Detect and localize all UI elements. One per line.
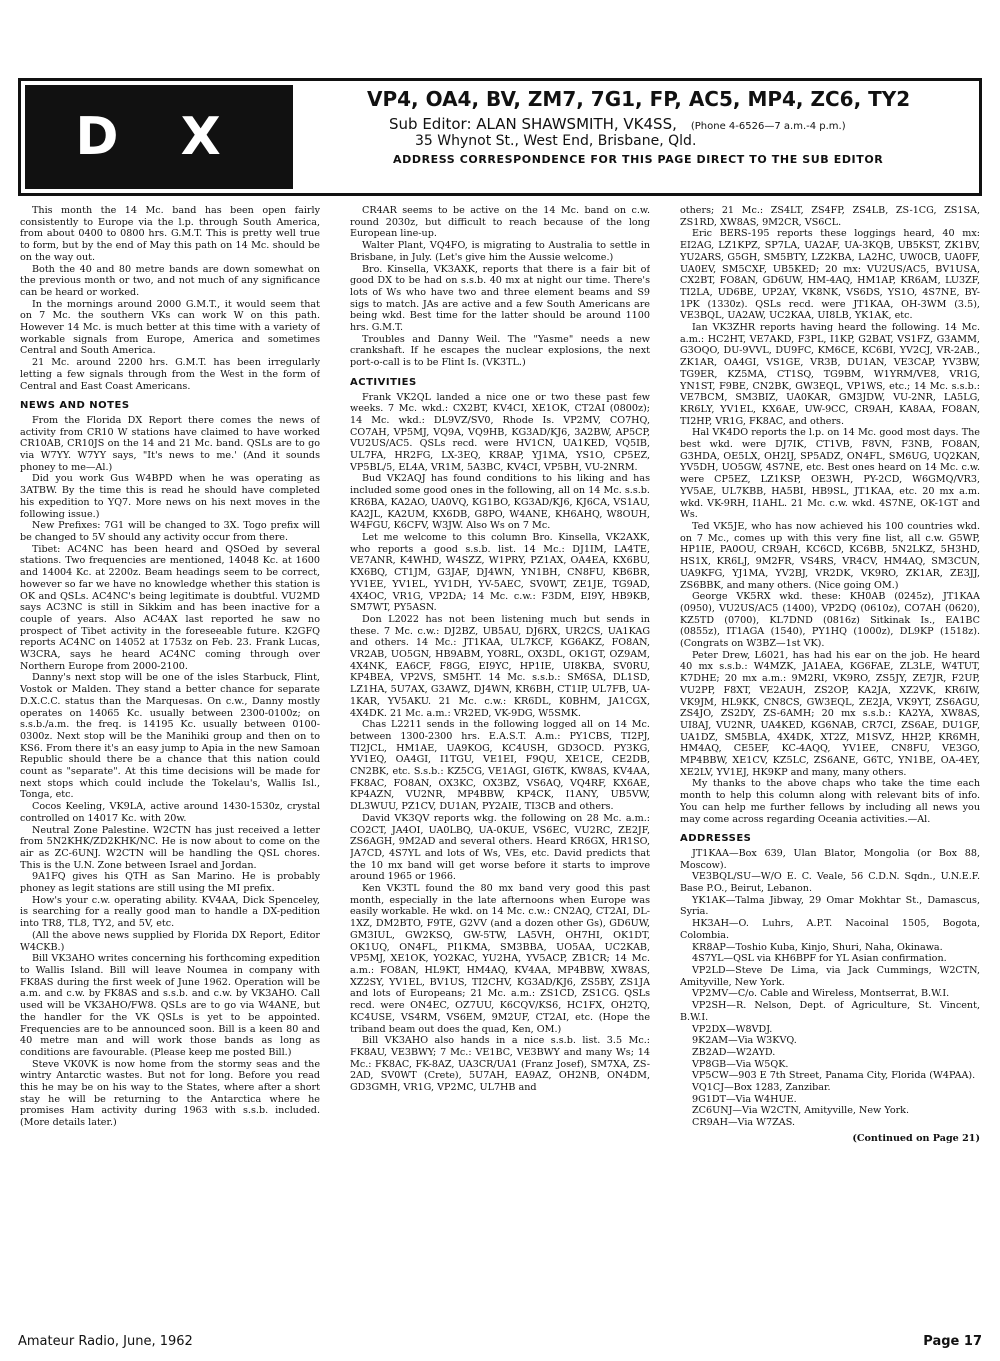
paragraph: Chas L2211 sends in the following logged all on 14 Mc. between 1300-2300 hrs. E.A.S.T. A.m.: PY1CBS, TI2PJ, TI2JCL, HM1AE, UA9KOG, KC4USH, GD3OCD. PY3KG, YV1EQ, OA4GI, I1TGU, VE1EI, F9QU, XE1CE, CE2DB, CN2BK, etc. S.s.b.: KZ5CG, VE1AGI, GI6TK, KW8AS, KV4AA, FK8AC, FO8AN, OX3KC, OX3BZ, VS6AQ, VQ4RF, KX6AE, KP4AZN, VU2NR, MP4BBW, KP4CK, I1ANY, UB5VW, DL3WUU, PZ1CV, DU1AN, PY2AIE, TI3CB and others.: [350, 719, 650, 813]
paragraph: others; 21 Mc.: ZS4LT, ZS4FP, ZS4LB, ZS-1CG, ZS1SA, ZS1RD, XW8AS, 9M2CR, VS6CL.: [680, 205, 980, 228]
dx-title: D X: [25, 85, 293, 189]
column-3: [680, 205, 980, 1313]
address-entry: 9K2AM—Via W3KVQ.: [692, 1035, 797, 1047]
column-header: [18, 78, 982, 196]
paragraph: Cocos Keeling, VK9LA, active around 1430-1530z, crystal controlled on 14017 Kc. with 20w.: [20, 801, 320, 824]
address-entry: ZC6UNJ—Via W2CTN, Amityville, New York.: [692, 1105, 910, 1117]
paragraph: Bill VK3AHO also hands in a nice s.s.b. list. 3.5 Mc.: FK8AU, VE3BWY; 7 Mc.: VE1BC, VE3BWY and many Ws; 14 Mc.: FK8AC, FK-8AZ, UA3CR/UA1 (Franz Josef), SM7XA, ZS-2AD, SV0WT (Crete), 5U7AH, EA9AZ, OH2NB, ON4DM, GD3GMH, VR1G, VP2MC, UL7HB and: [350, 1035, 650, 1094]
paragraph: Neutral Zone Palestine. W2CTN has just received a letter from 5N2KHK/ZD2KHK/NC. He is now about to come on the air as ZC-6UNJ. W2CTN will be handling the QSL chores. This is the U.N. Zone between Israel and Jordan.: [20, 824, 320, 871]
page-number: Page 17: [923, 1334, 982, 1349]
paragraph: My thanks to the above chaps who take the time each month to help this column along with relevant bits of info. You can help me further fellows by including all news you may come across regarding Oceania activities.—Al.: [680, 778, 980, 825]
paragraph: Eric BERS-195 reports these loggings heard, 40 mx: EI2AG, LZ1KPZ, SP7LA, UA2AF, UA-3KQB, UB5KST, ZK1BV, YU2ARS, G5GH, SM5BTY, LZ2KBA, LA2HC, UW0CB, UA0FF, UA0EV, SM5CXF, UB5KED; 20 mx: VU2US/AC5, BV1USA, CX2BT, FO8AN, GD6UW, HM-4AQ, HM1AP, KR6AM, LU3ZF, TI2LA, UD6BE, UP2AY, VK8NK, VS6DS, YS1O, 4S7NE, BY-1PK (1330z). QSLs recd. were JT1KAA, OH-3WM (3.5), VE3BQL, UA2AW, UC2KAA, UI8LB, YK1AK, etc.: [680, 228, 980, 322]
paragraph: Steve VK0VK is now home from the stormy seas and the wintry Antarctic wastes. But not for long. Before you read this he may be on his way to the States, where after a short stay he will be returning to the Antarctica where he promises Ham activity during 1963 with s.s.b. included. (More details later.): [20, 1058, 320, 1129]
paragraph: Did you work Gus W4BPD when he was operating as 3ATBW. By the time this is read he should have completed his expedition to YQ7. More news on his next moves in the following issue.): [20, 473, 320, 520]
address-entry: 4S7YL—QSL via KH6BPF for YL Asian confirmation.: [692, 953, 947, 965]
address-entry: VP2DX—W8VDJ.: [692, 1023, 773, 1035]
paragraph: Ian VK3ZHR reports having heard the following. 14 Mc. a.m.: HC2HT, VE7AKD, F3PL, I1KP, G2BAT, VS1FZ, G3AMM, G3OQO, DU-9VVL, DU9FC, KM6CE, KC6BI, YV2CJ, VR-2AB., ZK1AR, OA4GI, VS1GE, VR3B, DU1AN, VE3CAP, YV3BW, TG9ER, KZ5MA, CT1SQ, TG9BM, W1YRM/VE8, VR1G, YN1ST, F9BE, CN2BK, GW3EQL, VP1WS, etc.; 14 Mc. s.s.b.: VE7BCM, SM3BIZ, UA0KAR, GM3JDW, VU-2NR, LA5LG, KR6LY, YV1EL, KX6AE, UW-9CC, CR9AH, KA8AA, FO8AN, TI2HP, VR1G, FK8AC, and others.: [680, 322, 980, 427]
paragraph: This month the 14 Mc. band has been open fairly consistently to Europe via the l.p. through South America, from about 0400 to 0800 hrs. G.M.T. This is pretty well true to form, but by the end of May this path on 14 Mc. should be on the way out.: [20, 205, 320, 263]
section-heading-activities: ACTIVITIES: [350, 376, 417, 388]
paragraph: Troubles and Danny Weil. The "Yasme" needs a new crankshaft. If he escapes the nuclear explosions, the next port-o-call is to be Flint Is. (VK3TL.): [350, 333, 650, 369]
paragraph: Peter Drew, L6021, has had his ear on the job. He heard 40 mx s.s.b.: W4MZK, JA1AEA, KG6FAE, ZL3LE, W4TUT, K7DHE; 20 mx a.m.: 9M2RI, VK9RO, ZS5JY, ZE7JR, F2UP, VU2PP, F8XT, VE2AUH, ZS2OP, KA2JA, XZ2VK, KR6IW, VK9JM, HL9KK, CN8CS, GW3EQL, ZE2JA, VK9YT, ZS6AGU, ZS4JO, ZS2DY, ZS-6AMH; 20 mx s.s.b.: KA2YA, XW8AS, UI8AJ, VU2NR, UA4KED, KG6NAB, CR7CI, ZS6AE, DU1GF, UA1DZ, SM5BLA, 4X4DK, XT2Z, M1SVZ, HH2P, KR6MH, HM4AQ, CE5EF, KC-4AQQ, YV1EE, CN8FU, VE3GO, MP4BBW, XE1CV, KZ5LC, ZS6ANE, G6TC, YN1BE, OA-4EY, XE2LV, YV1EJ, HK9KP and many, many others.: [680, 649, 980, 778]
section-heading-addresses: ADDRESSES: [680, 833, 752, 845]
paragraph: Danny's next stop will be one of the isles Starbuck, Flint, Vostok or Malden. They stand a better chance for separate D.X.C.C. status than the Marquesas. On c.w., Danny mostly operates on 14065 Kc. usually between 2300-0100z; on s.s.b./a.m. the freq. is 14195 Kc. usually between 0100-0300z. Next stop will be the Manihiki group and then on to KS6. From there it's an easy jump to Apia in the new Samoan Republic should there be a chance that this nation could count as "separate". At this time decisions will be made for next stops which could include the Tokelau's, Wallis Isl., Tonga, etc.: [20, 672, 320, 801]
paragraph: Bro. Kinsella, VK3AXK, reports that there is a fair bit of good DX to be had on s.s.b. 40 mx at night our time. There's lots of Ws who have two and three element beams and S9 sigs to match. JAs are active and a few South Americans are being wkd. Best time for the latter should be around 1100 hrs. G.M.T.: [350, 263, 650, 334]
correspondence-note: ADDRESS CORRESPONDENCE FOR THIS PAGE DIRECT TO THE SUB EDITOR: [393, 153, 884, 166]
address-entry: VP5CW—903 E 7th Street, Panama City, Florida (W4PAA).: [692, 1070, 976, 1082]
paragraph: Ted VK5JE, who has now achieved his 100 countries wkd. on 7 Mc., comes up with this very fine list, all c.w. G5WP, HP1IE, PA0OU, CR9AH, KC6CD, KC6BB, 5N2LKZ, 5H3HD, HS1X, KR6LJ, 9M2FR, VS4RS, VR4CV, HM4AQ, SM3CUN, UA9KFG, YJ1MA, YV2BJ, VR2DK, VK9RO, ZK1AR, ZE3JJ, ZS6BBK, and many others. (Nice going OM.): [680, 520, 980, 591]
paragraph: Frank VK2QL landed a nice one or two these past few weeks. 7 Mc. wkd.: CX2BT, KV4CI, XE1OK, CT2AI (0800z); 14 Mc. wkd.: DL9VZ/SV0, Rhode Is. VP2MV, CO7HQ, CO7AH, VP5MJ, VQ9A, VQ9HB, KG3AD/KJ6, 3A2BW, AP5CP, VU2US/AC5. QSLs recd. were HV1CN, UA1KED, VQ5IB, UL7FA, HR2FG, LX-3EQ, KR8AP, YJ1MA, YS1O, CP5EZ, VP5BL/5, EL4A, VR1M, 5A3BC, KV4CI, VP5BH, VU-2NRM.: [350, 391, 650, 473]
address-entry: VP2SH—R. Nelson, Dept. of Agriculture, St. Vincent, B.W.I.: [680, 1000, 980, 1023]
paragraph: Ken VK3TL found the 80 mx band very good this past month, especially in the late afternoons when Europe was easily workable. He wkd. on 14 Mc. c.w.: CN2AQ, CT2AI, DL-1XZ, DM2BTO, F9TE, G2VV (and a dozen other Gs), GD6UW, GM3IUL, GW2KSQ, GW-5TW, LA5VH, OH7HI, OK1DT, OK1UQ, ON4FL, PI1KMA, SM3BBA, UO5AA, UC2KAB, VP5MJ, XE1OK, YO2KAC, YU2HA, YV5ACP, ZB1CR; 14 Mc. a.m.: FO8AN, HL9KT, HM4AQ, KV4AA, MP4BBW, XW8AS, XZ2SY, YV1EL, BV1US, TI2CHV, KG3AD/KJ6, ZS5BY, ZS1JA and lots of Europeans; 21 Mc. a.m.: ZS1CD, ZS1CG. QSLs recd. were ON4EC, OZ7UU, K6CQV/KS6, HC1FX, OH2TQ, KC4USE, VS4RM, VS6EM, 9M2UF, CT2AI, etc. (Hope the triband beam out does the quad, Ken, OM.): [350, 883, 650, 1035]
paragraph: Bud VK2AQJ has found conditions to his liking and has included some good ones in the following, all on 14 Mc. s.s.b. KR6BA, KA2AO, UA0VQ, KG1BO, KG3AD/KJ6, KJ6CA, VS1AU, KA2JL, KA2UM, KX6DB, G8PO, W4ANE, KH6AHQ, W8OUH, W4FGU, K6CFV, W3JW. Also Ws on 7 Mc.: [350, 473, 650, 532]
address-entry: VQ1CJ—Box 1283, Zanzibar.: [692, 1082, 831, 1094]
paragraph: David VK3QV reports wkg. the following on 28 Mc. a.m.: CO2CT, JA4OI, UA0LBQ, UA-0KUE, VS6EC, VU2RC, ZE2JF, ZS6AGH, 9M2AD and several others. Heard KR6GX, HR1SO, JA7CD, 4S7YL and lots of Ws, VEs, etc. David predicts that the 10 mx band will get worse before it starts to improve around 1965 or 1966.: [350, 812, 650, 883]
address-entry: HK3AH—O. Luhrs, A.P.T. Nacoinal 1505, Bogota, Colombia.: [680, 918, 980, 941]
address-entry: KR8AP—Toshio Kuba, Kinjo, Shuri, Naha, Okinawa.: [692, 941, 943, 953]
column-2: [350, 205, 650, 1313]
column-1: [20, 205, 320, 1313]
paragraph: Both the 40 and 80 metre bands are down somewhat on the previous month or two, and not much of any significance can be heard or worked.: [20, 263, 320, 298]
header-info: [309, 87, 971, 166]
paragraph: Let me welcome to this column Bro. Kinsella, VK2AXK, who reports a good s.s.b. list. 14 Mc.: DJ1IM, LA4TE, VE7ANR, K4WHD, W4SZZ, W1PRY, PZ1AX, OA4EA, KX6BU, KX6BQ, CT1JM, G3JAF, DJ4WN, YN1BH, CN8FU, KB6BR, YV1EE, YV1EL, YV1DH, YV-5AEC, SV0WT, ZE1JE, TG9AD, 4X4OC, VR1G, VP2DA; 14 Mc. c.w.: F3DM, EI9Y, HB9KB, SM7WT, PY5ASN.: [350, 531, 650, 614]
editor-address: 35 Whynot St., West End, Brisbane, Qld.: [415, 133, 697, 149]
address-entry: CR9AH—Via W7ZAS.: [692, 1117, 795, 1129]
paragraph: CR4AR seems to be active on the 14 Mc. band on c.w. round 2030z, but difficult to reach because of the long European line-up.: [350, 205, 650, 240]
paragraph: From the Florida DX Report there comes the news of activity from CR10 W stations have claimed to have worked CR10AB, CR10JS on the 14 and 21 Mc. band. QSLs are to go via W7YY. W7YY says, "It's news to me.' (And it sounds phoney to me—Al.): [20, 414, 320, 473]
address-entry: VP2LD—Steve De Lima, via Jack Cummings, W2CTN, Amityville, New York.: [680, 965, 980, 988]
section-heading-news: NEWS AND NOTES: [20, 400, 130, 412]
address-entry: YK1AK—Talma Jibway, 29 Omar Mokhtar St., Damascus, Syria.: [680, 894, 980, 918]
address-entry: ZB2AD—W2AYD.: [692, 1046, 776, 1058]
paragraph: Tibet: AC4NC has been heard and QSOed by several stations. Two frequencies are mentioned, 14048 Kc. at 1600 and 14004 Kc. at 2200z. Beam headings seem to be correct, however so far we have no knowledge whether this station is OK and QSLs. AC4NC's being legitimate is doubtful. VU2MD says AC3NC is still in Sikkim and has been inactive for a couple of years. Also AC4AX last reported he saw no prospect of Tibet activity in the foreseeable future. K2GFQ reports AC4NC on 14052 at 1753z on Feb. 23. Frank Lucas, W3CRA, says he heard AC4NC coming through over Northern Europe from 2000-2100.: [20, 543, 320, 672]
paragraph: George VK5RX wkd. these: KH0AB (0245z), JT1KAA (0950), VU2US/AC5 (1400), VP2DQ (0610z), CO7AH (0620), KZ5TD (0700), KL7DND (0816z) Sitkinak Is., EA1BC (0855z), IT1AGA (1540), PY1HQ (1000z), DL9KP (1518z). (Congrats on W3BZ—1st VK).: [680, 591, 980, 650]
paragraph: 21 Mc. around 2200 hrs. G.M.T. has been irregularly letting a few signals through from the West in the form of Central and East Coast Americans.: [20, 357, 320, 392]
address-entry: 9G1DT—Via W4HUE.: [692, 1093, 797, 1105]
address-entry: JT1KAA—Box 639, Ulan Blator, Mongolia (or Box 88, Moscow).: [680, 847, 980, 871]
paragraph: How's your c.w. operating ability. KV4AA, Dick Spenceley, is searching for a really good man to handle a DX-pedition into TR8, TL8, TY2, and 5V, etc.: [20, 894, 320, 930]
paragraph: Hal VK4DO reports the l.p. on 14 Mc. good most days. The best wkd. were DJ7IK, CT1VB, F8VN, F3NB, FO8AN, G3HDA, OE5LX, OH2IJ, SP5ADZ, ON4FL, SM6UG, UQ2KAN, YV5DH, UO5GW, 4S7NE, etc. Best ones heard on 14 Mc. c.w. were CP5EZ, LZ1KSP, OE3WH, PY-2CD, W6GMQ/VR3, YV5AE, UL7KBB, HA5BI, HB9SL, JT1KAA, etc. 20 mx a.m. wkd. VK-9RH, I1AHL. 21 Mc. c.w. wkd. 4S7NE, OK-1GT and Ws.: [680, 427, 980, 521]
prefix-list: VP4, OA4, BV, ZM7, 7G1, FP, AC5, MP4, ZC6, TY2: [367, 87, 911, 111]
page-footer: [18, 1334, 982, 1349]
paragraph: New Prefixes: 7G1 will be changed to 3X. Togo prefix will be changed to 5V should any activity occur from there.: [20, 520, 320, 543]
paragraph: (All the above news supplied by Florida DX Report, Editor W4CKB.): [20, 929, 320, 953]
paragraph: 9A1FQ gives his QTH as San Marino. He is probably phoney as legit stations are still using the MI prefix.: [20, 871, 320, 895]
phone: (Phone 4-6526—7 a.m.-4 p.m.): [690, 121, 846, 132]
address-entry: VE3BQL/SU—W/O E. C. Veale, 56 C.D.N. Sqdn., U.N.E.F. Base P.O., Beirut, Lebanon.: [680, 871, 980, 895]
continued-note: (Continued on Page 21): [852, 1132, 980, 1144]
address-entry: VP8GB—Via W5QK.: [692, 1058, 789, 1070]
paragraph: Don L2022 has not been listening much but sends in these. 7 Mc. c.w.: DJ2BZ, UB5AU, DJ6RX, UR2CS, UA1KAG and others. 14 Mc.: JT1KAA, UL7KCF, KG6AKZ, FO8AN, VR2AB, UO5GN, HB9ABM, YO8RL, OX3DL, OK1GT, OZ9AM, 4X4NK, EA6CF, F8GG, EI9YC, HP1IE, UI8KBA, SV0RU, KP4BEA, VP2VS, SM5HT. 14 Mc. s.s.b.: SM6SA, DL1SD, LZ1HA, 5U7AX, G3AWZ, DJ4WN, KR6BH, CT1IP, UL7FB, UA-1KAR, YV5AKU. 21 Mc. c.w.: KR6DL, K0BHM, JA1CGX, 4X4DK. 21 Mc. a.m.: VR2ED, VK-9DG, W5SMK.: [350, 613, 650, 719]
paragraph: Walter Plant, VQ4FO, is migrating to Australia to settle in Brisbane, in July. (Let's give him the Aussie welcome.): [350, 240, 650, 263]
publication-line: Amateur Radio, June, 1962: [18, 1334, 193, 1349]
sub-editor-line: [389, 115, 971, 133]
paragraph: In the mornings around 2000 G.M.T., it would seem that on 7 Mc. the southern VKs can work W on this path. However 14 Mc. is much better at this time with a variety of workable signals from Europe, America and sometimes Central and South America.: [20, 298, 320, 357]
sub-editor: Sub Editor: ALAN SHAWSMITH, VK4SS,: [389, 115, 677, 133]
address-entry: VP2MV—C/o. Cable and Wireless, Montserrat, B.W.I.: [692, 988, 950, 1000]
paragraph: Bill VK3AHO writes concerning his forthcoming expedition to Wallis Island. Bill will leave Noumea in company with FK8AS during the first week of June 1962. Operation will be a.m. and c.w. by FK8AS and s.s.b. and c.w. by VK3AHO. Call used will be VK3AHO/FW8. QSLs are to go via W4ANE, but the handler for the VK QSLs is yet to be appointed. Frequencies are to be announced soon. Bill is a keen 80 and 40 metre man and will work those bands as long as conditions are favourable. (Please keep me posted Bill.): [20, 953, 320, 1058]
